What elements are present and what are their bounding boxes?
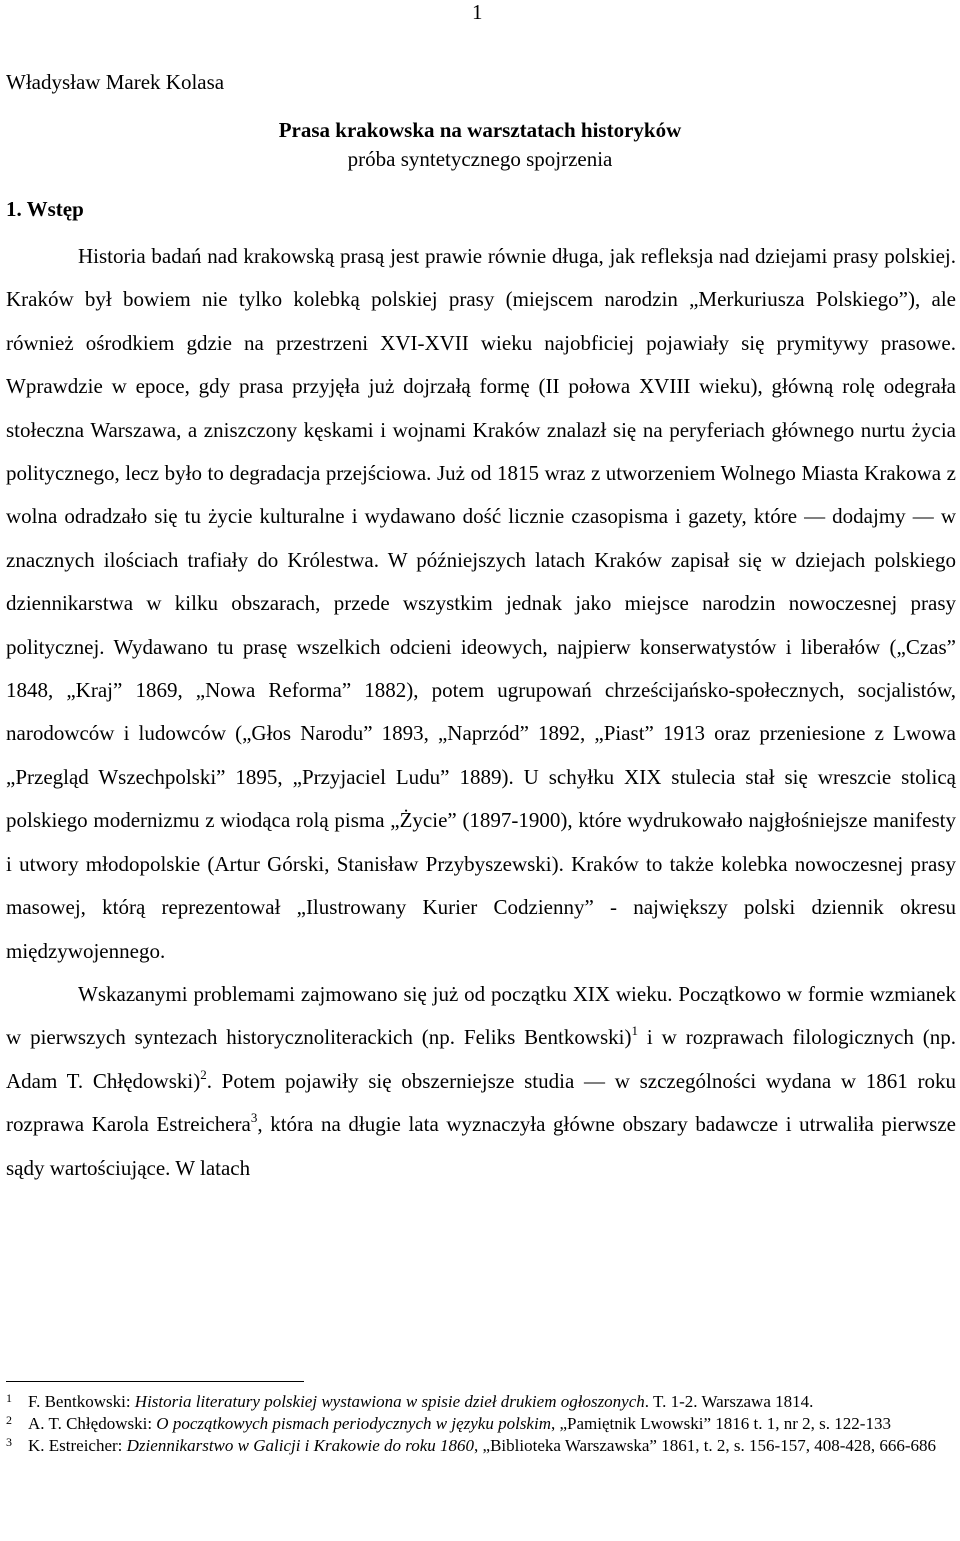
footnote-details: . T. 1-2. Warszawa 1814. (644, 1392, 814, 1411)
page-number: 1 (472, 0, 483, 24)
footnote (6, 1435, 956, 1457)
paragraph-text: . Potem pojawiły się obszerniejsze studia — w szczególności wydana w 1861 roku rozprawa Karola Estreichera (6, 1068, 956, 1137)
footnote-mark: 3 (6, 1435, 12, 1449)
footnote-author: A. T. Chłędowski: (28, 1414, 157, 1433)
footnotes (6, 1391, 956, 1457)
footnote-author: F. Bentkowski: (28, 1392, 135, 1411)
footnote-mark: 2 (6, 1413, 12, 1427)
footnote-details: , „Pamiętnik Lwowski” 1816 t. 1, nr 2, s. 122-133 (550, 1414, 891, 1433)
paragraph: Historia badań nad krakowską prasą jest prawie równie długa, jak refleksja nad dziejami prasy polskiej. Kraków był bowiem nie tylko kolebką polskiej prasy (miejscem narodzin „Merkuriusza Polskiego”), ale również ośrodkiem gdzie na przestrzeni XVI-XVII wieku najobficiej pojawiały się prymitywy prasowe. Wprawdzie w epoce, gdy prasa przyjęła już dojrzałą formę (II połowa XVIII wieku), główną rolę odegrała stołeczna Warszawa, a zniszczony kęskami i wojnami Kraków znalazł się na peryferiach głównego nurtu życia politycznego, lecz było to degradacja przejściowa. Już od 1815 wraz z utworzeniem Wolnego Miasta Krakowa z wolna odradzało się tu życie kulturalne i wydawano dość licznie czasopisma i gazety, które — dodajmy — w znacznych ilościach trafiały do Królestwa. W późniejszych latach Kraków zapisał się w dziejach polskiego dziennikarstwa w kilku obszarach, przede wszystkim jednak jako miejsce narodzin nowoczesnej prasy politycznej. Wydawano tu prasę wszelkich odcieni ideowych, najpierw konserwatystów i liberałów („Czas” 1848, „Kraj” 1869, „Nowa Reforma” 1882), potem ugrupowań chrześcijańsko-społecznych, socjalistów, narodowców i ludowców („Głos Narodu” 1893, „Naprzód” 1892, „Piast” 1913 oraz przeniesione z Lwowa „Przegląd Wszechpolski” 1895, „Przyjaciel Ludu” 1889). U schyłku XIX stulecia stał się wreszcie stolicą polskiego modernizmu z wiodąca rolą pisma „Życie” (1897-1900), które wydrukowało najgłośniejsze manifesty i utwory młodopolskie (Artur Górski, Stanisław Przybyszewski). Kraków to także kolebka nowoczesnej prasy masowej, którą reprezentował „Ilustrowany Kurier Codzienny” - największy polski dziennik okresu międzywojennego. (6, 244, 956, 963)
paragraph-text: i w rozprawach filologicznych (np. Adam T. Chłędowski) (6, 1025, 956, 1093)
footnote-details: , „Biblioteka Warszawska” 1861, t. 2, s. 156-157, 408-428, 666-686 (474, 1436, 937, 1455)
footnote-ref: 1 (631, 1023, 638, 1039)
section-heading: 1. Wstęp (6, 197, 84, 221)
footnote-ref: 2 (200, 1066, 207, 1082)
footnote-ref: 3 (250, 1110, 258, 1126)
article-title: Prasa krakowska na warsztatach historyków (278, 118, 682, 142)
paragraph (6, 973, 956, 1190)
body-text (6, 235, 956, 1190)
footnote-divider (6, 1381, 304, 1382)
paragraph-text: , która na długie lata wyznaczyła główne obszary badawcze i utrwaliła pierwsze sądy wartościujące. W latach (6, 1112, 957, 1180)
paragraph-text: Wskazanymi problemami zajmowano się już od początku XIX wieku. Początkowo w formie wzmianek w pierwszych syntezach historycznoliterackich (np. Feliks Bentkowski) (6, 981, 956, 1050)
footnote (6, 1391, 956, 1413)
footnote-author: K. Estreicher: (28, 1436, 127, 1455)
footnote-title: Dziennikarstwo w Galicji i Krakowie do roku 1860 (126, 1436, 475, 1455)
footnote-title: Historia literatury polskiej wystawiona w spisie dzieł drukiem ogłoszonych (134, 1392, 645, 1411)
footnote (6, 1413, 956, 1435)
author-name: Władysław Marek Kolasa (6, 70, 225, 94)
footnote-title: O początkowych pismach periodycznych w języku polskim (156, 1414, 551, 1433)
footnote-mark: 1 (6, 1391, 12, 1405)
article-subtitle: próba syntetycznego spojrzenia (347, 147, 613, 171)
